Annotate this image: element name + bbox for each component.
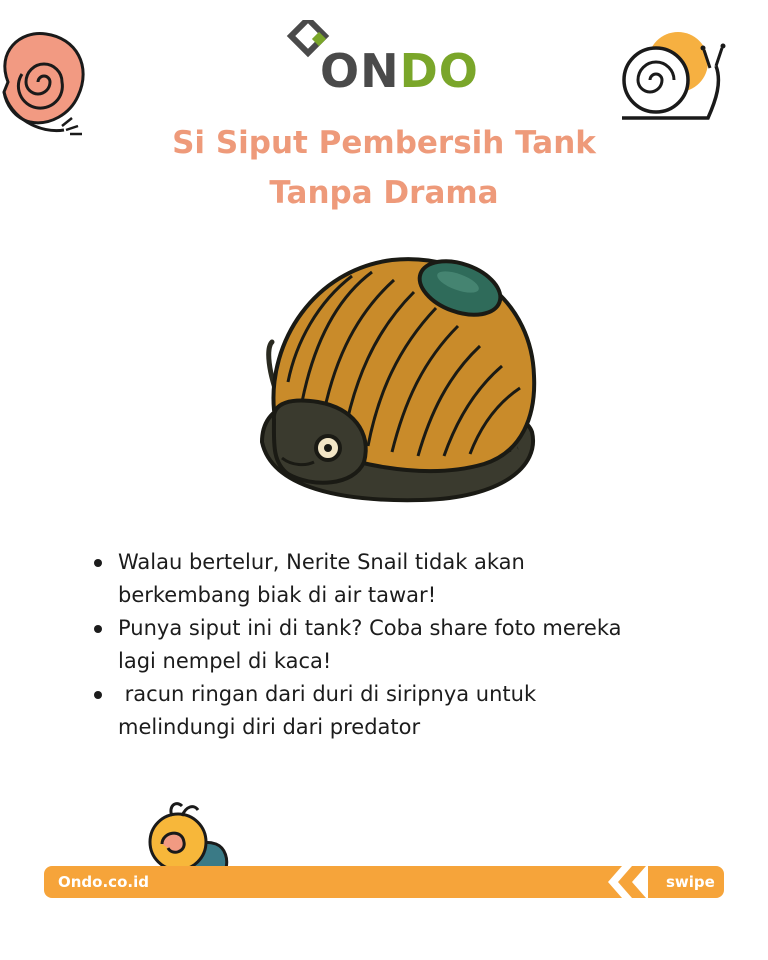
brand-suffix: DO <box>399 44 479 98</box>
title-line-1: Si Siput Pembersih Tank <box>172 125 596 161</box>
list-item <box>92 546 692 612</box>
list-item <box>92 678 692 744</box>
snail-icon-top-right <box>612 30 730 126</box>
list-item-line: lagi nempel di kaca! <box>118 649 332 673</box>
page-title <box>0 118 768 218</box>
brand-wordmark <box>320 44 479 98</box>
snail-icon-bottom <box>142 798 232 868</box>
swipe-arrow-icon[interactable] <box>608 866 648 898</box>
list-item-line: racun ringan dari duri di siripnya untuk <box>118 682 537 706</box>
brand-prefix: ON <box>320 44 400 98</box>
list-item <box>92 612 692 678</box>
fact-list <box>92 546 692 744</box>
list-item-line: berkembang biak di air tawar! <box>118 583 437 607</box>
list-item-line: Punya siput ini di tank? Coba share foto mereka <box>118 616 622 640</box>
list-item-line: melindungi diri dari predator <box>118 715 421 739</box>
nerite-snail-illustration <box>222 252 542 510</box>
list-item-line: Walau bertelur, Nerite Snail tidak akan <box>118 550 525 574</box>
footer-site-link[interactable]: Ondo.co.id <box>58 873 149 891</box>
title-line-2: Tanpa Drama <box>269 175 499 211</box>
swipe-label[interactable]: swipe <box>666 873 715 891</box>
